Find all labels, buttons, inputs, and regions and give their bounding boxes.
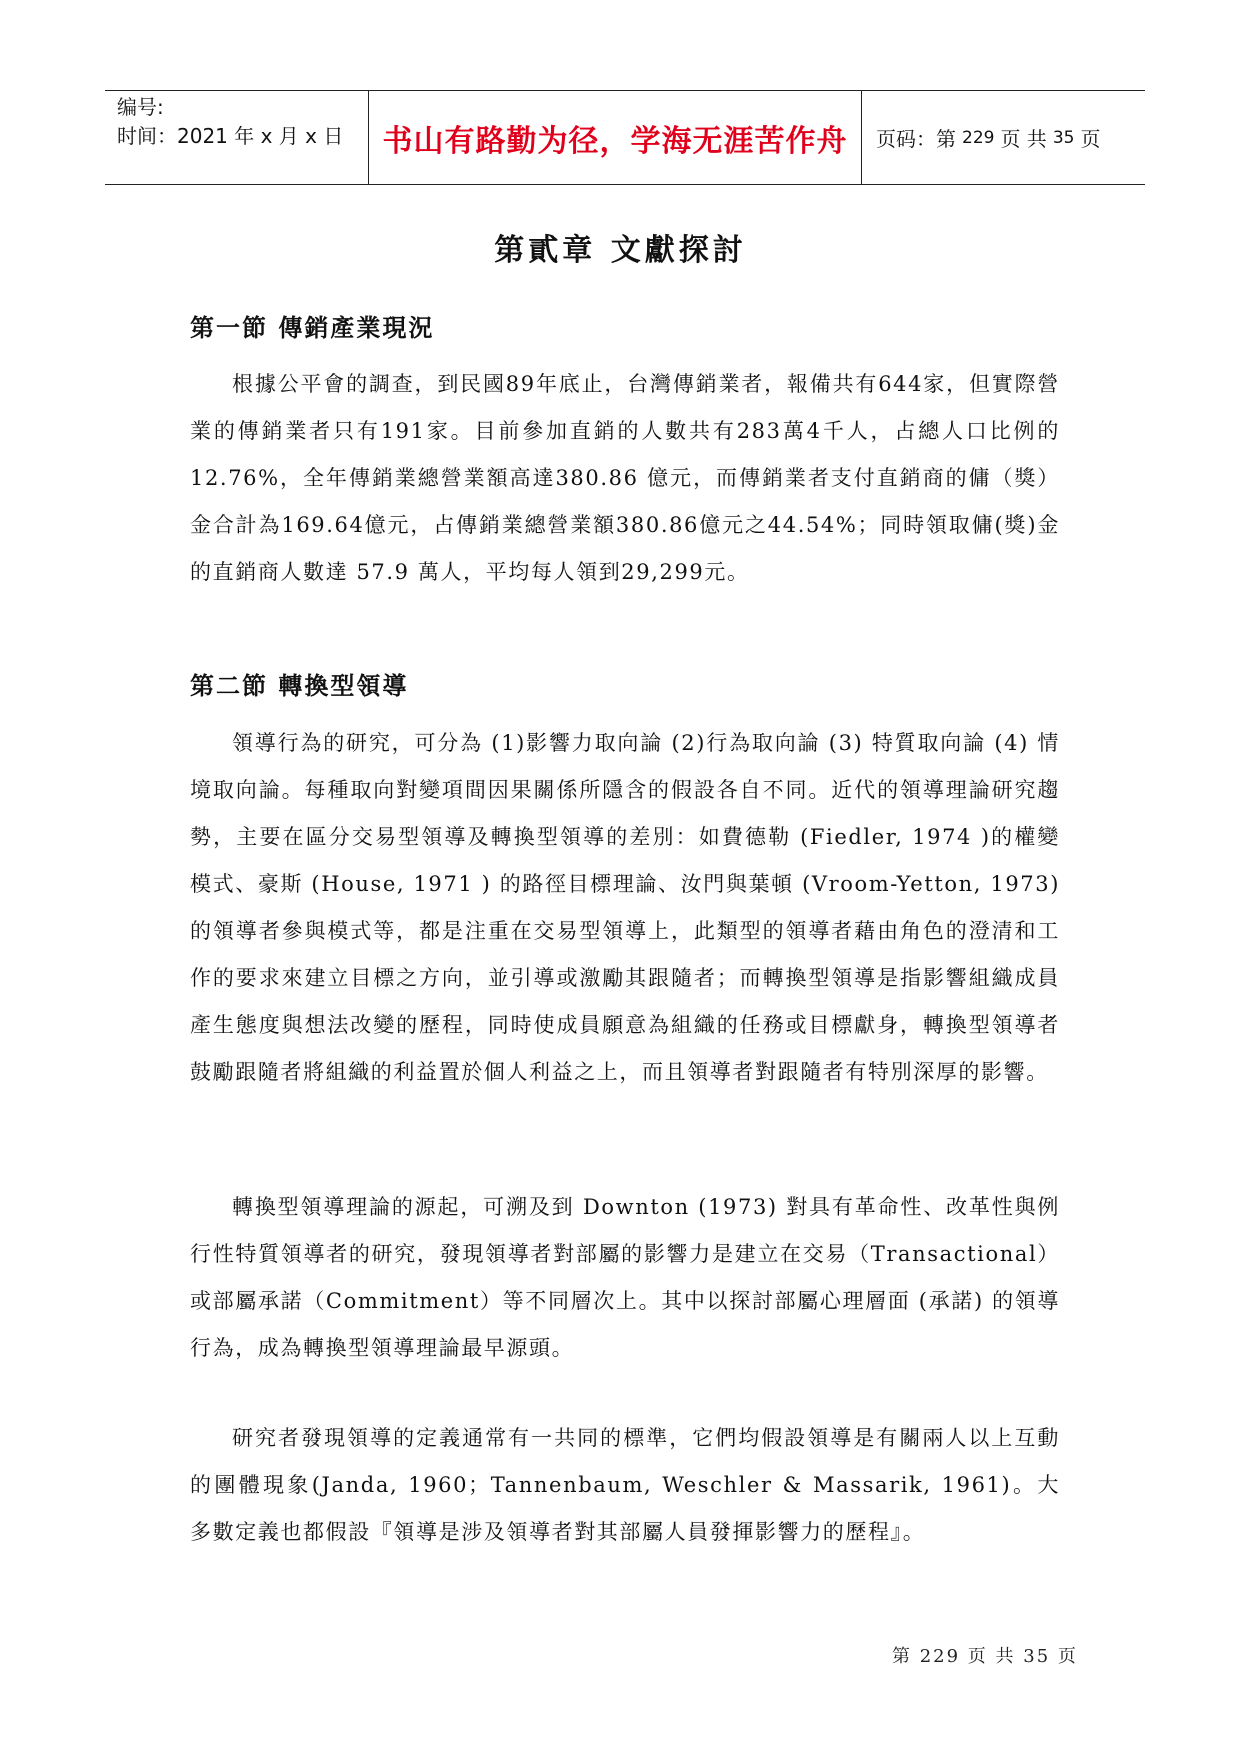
paragraph: 轉換型領導理論的源起，可溯及到 Downton (1973) 對具有革命性、改革性與例行性特質領導者的研究，發現領導者對部屬的影響力是建立在交易（Transactional）或部屬承諾（Commitment）等不同層次上。其中以探討部屬心理層面 (承諾) 的領導行為，成為轉換型領導理論最早源頭。: [190, 1195, 1060, 1360]
document-number-label: 编号:: [117, 95, 164, 119]
page-mid: 页 共: [1000, 127, 1047, 151]
header-meta: [105, 91, 369, 184]
paragraph: 領導行為的研究，可分為 (1)影響力取向論 (2)行為取向論 (3) 特質取向論 (4) 情境取向論。每種取向對變項間因果關係所隱含的假設各自不同。近代的領導理論研究趨勢，主要在區分交易型領導及轉換型領導的差別：如費德勒 (Fiedler, 1974 )的權變模式、豪斯 (House, 1971 ) 的路徑目標理論、汝門與葉頓 (Vroom-Yetton, 1973) 的領導者參與模式等，都是注重在交易型領導上，此類型的領導者藉由角色的澄清和工作的要求來建立目標之方向，並引導或激勵其跟隨者；而轉換型領導是指影響組織成員產生態度與想法改變的歷程，同時使成員願意為組織的任務或目標獻身，轉換型領導者鼓勵跟隨者將組織的利益置於個人利益之上，而且領導者對跟隨者有特別深厚的影響。: [190, 731, 1060, 1084]
page-suffix: 页: [1080, 127, 1101, 151]
document-time-label: 时间：2021 年 x 月 x 日: [117, 124, 344, 148]
paragraph: 研究者發現領導的定義通常有一共同的標準，它們均假設領導是有關兩人以上互動的團體現象(Janda, 1960；Tannenbaum, Weschler & Massarik, 1961)。大多數定義也都假設『領導是涉及領導者對其部屬人員發揮影響力的歷程』。: [190, 1426, 1060, 1544]
header-motto: 书山有路勤为径，学海无涯苦作舟: [369, 91, 862, 184]
page-current: 229: [962, 127, 995, 148]
document-header: [105, 90, 1145, 185]
page-total: 35: [1052, 127, 1075, 148]
page-prefix: 页码：第: [876, 127, 956, 151]
chapter-title: 第貳章 文獻探討: [494, 233, 747, 268]
section-title: 第一節 傳銷產業現況: [190, 313, 435, 342]
header-page-info: [862, 91, 1145, 184]
section-title: 第二節 轉換型領導: [190, 671, 409, 700]
page-footer: 第 229 页 共 35 页: [892, 1646, 1078, 1667]
paragraph: 根據公平會的調查，到民國89年底止，台灣傳銷業者，報備共有644家，但實際營業的傳銷業者只有191家。目前參加直銷的人數共有283萬4千人，占總人口比例的12.76%，全年傳銷業總營業額高達380.86 億元，而傳銷業者支付直銷商的傭（獎）金合計為169.64億元，占傳銷業總營業額380.86億元之44.54%；同時領取傭(獎)金的直銷商人數達 57.9 萬人，平均每人領到29,299元。: [190, 372, 1060, 584]
